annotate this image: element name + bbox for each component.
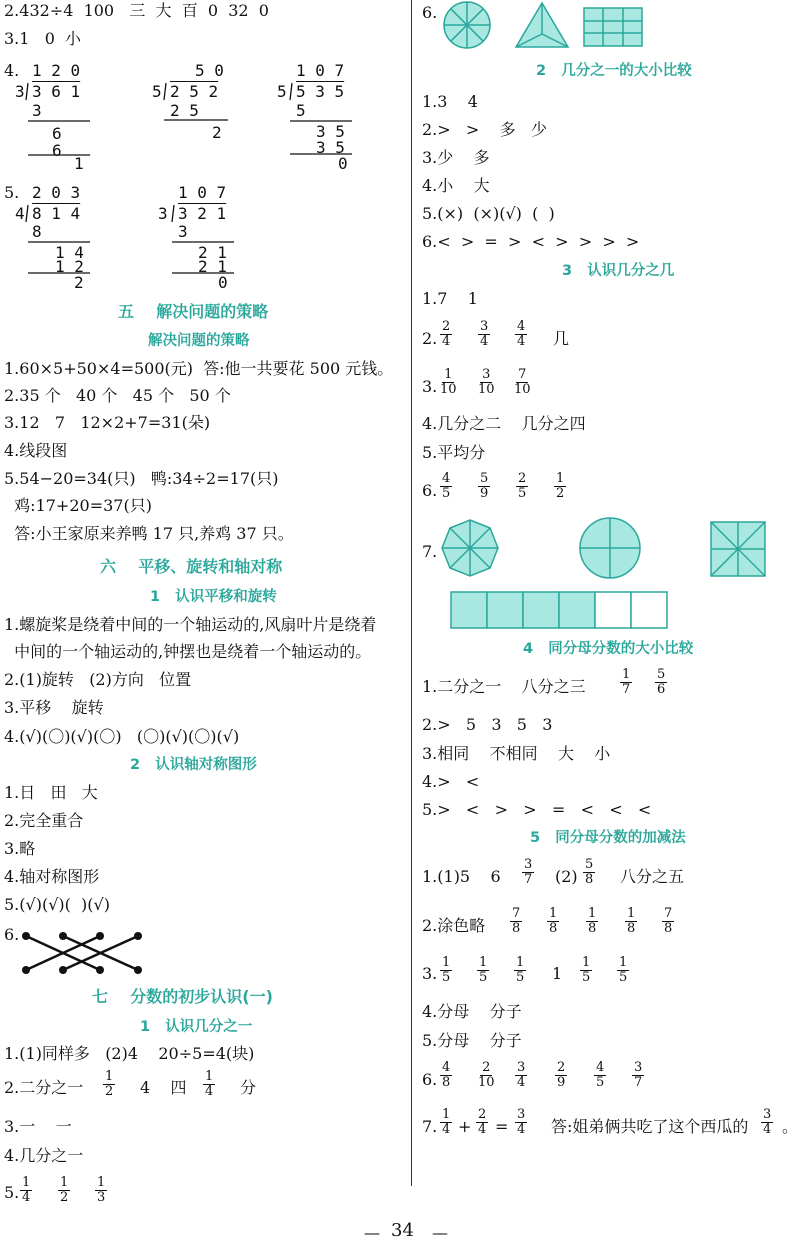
r-s5-answer: 答:姐弟俩共吃了这个西瓜的 [551,1117,749,1136]
u5-line-5: 5.54−20=34(只) 鸭:34÷2=17(只) [4,469,279,488]
r-s5-line-1b: (2) [555,867,578,886]
fraction: 1 5 [582,955,591,985]
u7-line-1: 1.(1)同样多 (2)4 20÷5=4(块) [4,1044,255,1063]
u6a-line-3: 2.(1)旋转 (2)方向 位置 [4,670,192,689]
page-number: 34 [391,1220,414,1241]
u6b-line-5: 5.(√)(√)( )(√) [4,895,110,914]
fraction: 1 5 [516,955,525,985]
fraction: 1 5 [442,955,451,985]
fraction: 1 8 [588,906,597,936]
u6b-line-3: 3.略 [4,839,36,858]
fraction: 7 8 [664,906,673,936]
unit6-sub2: 2 认识轴对称图形 [130,757,257,773]
u6a-line-1: 1.螺旋桨是绕着中间的一个轴运动的,风扇叶片是绕着 [4,615,377,634]
fraction: 3 4 [763,1107,772,1137]
fraction: 2 4 [442,319,451,349]
r-s2-line-1: 1.3 4 [422,92,478,111]
r-s3-line-6: 6. [422,481,438,500]
fraction: 1 4 [442,1107,451,1137]
u6b-line-4: 4.轴对称图形 [4,867,100,886]
u7-line-2c: 分 [240,1078,257,1097]
q4-label: 4. [4,61,20,80]
u5-line-4: 4.线段图 [4,441,68,460]
r-q6-label: 6. [422,3,438,22]
fraction: 1 7 [622,667,631,697]
matching-lines-diagram [18,922,198,982]
u6a-line-2: 中间的一个轴运动的,钟摆也是绕着一个轴运动的。 [4,642,372,661]
r-s4-line-5: 5.> < > > = < < < [422,800,652,819]
r-s4-line-3: 3.相同 不相同 大 小 [422,744,611,763]
q5-label: 5. [4,183,20,202]
u6b-line-6: 6. [4,925,20,944]
r-s3-line-5: 5.平均分 [422,443,486,462]
r-s4-line-4: 4.> < [422,772,480,791]
r-s5-eq: = [495,1117,509,1136]
fraction: 1 2 [556,471,565,501]
u7-line-4: 4.几分之一 [4,1146,84,1165]
fraction: 4 4 [517,319,526,349]
fraction: 7 8 [512,906,521,936]
r-s2-line-3: 3.少 多 [422,148,490,167]
r-s2-line-5: 5.(×) (×)(√) ( ) [422,204,555,223]
fraction: 1 8 [627,906,636,936]
fraction: 4 5 [596,1060,605,1090]
r-s3-line-2t: 几 [553,329,570,348]
r-sec4-title: 4 同分母分数的大小比较 [523,641,694,657]
unit7-title: 七 分数的初步认识(一) [92,987,273,1006]
u5-line-1: 1.60×5+50×4=500(元) 答:他一共要花 500 元钱。 [4,359,394,378]
u7-line-3: 3.一 一 [4,1117,72,1136]
fraction: 3 7 [524,857,533,887]
l-line-1: 2.432÷4 100 三 大 百 0 32 0 [4,1,269,20]
unit5-subtitle: 解决问题的策略 [148,333,250,349]
fraction: 3 7 [634,1060,643,1090]
l-line-2: 3.1 0 小 [4,29,82,48]
u5-line-7: 答:小王家原来养鸭 17 只,养鸡 37 只。 [4,524,294,543]
fraction: 7 10 [514,367,531,397]
u5-line-3: 3.12 7 12×2+7=31(朵) [4,413,211,432]
r-s5-line-5: 5.分母 分子 [422,1031,522,1050]
fraction: 2 5 [518,471,527,501]
fraction: 3 10 [478,367,495,397]
u6a-line-4: 3.平移 旋转 [4,698,104,717]
fraction: 1 2 [105,1069,114,1099]
r-s2-line-6: 6.< > = > < > > > > [422,232,640,251]
r-s5-line-3: 3. [422,964,438,983]
fraction: 4 5 [442,471,451,501]
fraction: 5 6 [657,667,666,697]
r-sec2-title: 2 几分之一的大小比较 [536,63,692,79]
r-s3-line-2: 2. [422,329,438,348]
u5-line-6: 鸡:17+20=37(只) [4,496,152,515]
footer-dash-left: — [364,1223,380,1242]
unit5-title: 五 解决问题的策略 [118,302,269,321]
r-s3-line-1: 1.7 1 [422,289,478,308]
r-s2-line-2: 2.> > 多 少 [422,120,547,139]
r-s4-line-2: 2.> 5 3 5 3 [422,715,553,734]
fraction: 1 4 [205,1069,214,1099]
fraction: 1 2 [60,1175,69,1205]
fraction: 4 8 [442,1060,451,1090]
fraction: 2 9 [557,1060,566,1090]
fraction: 3 4 [480,319,489,349]
unit7-sub1: 1 认识几分之一 [140,1019,253,1035]
unit6-title: 六 平移、旋转和轴对称 [100,557,283,576]
fraction: 1 5 [479,955,488,985]
r-sec3-title: 3 认识几分之几 [562,263,675,279]
r-s5-line-1c: 八分之五 [620,867,685,886]
fraction: 3 4 [517,1060,526,1090]
r-s3-line-7: 7. [422,542,438,561]
fraction: 1 10 [440,367,457,397]
fraction: 1 3 [97,1175,106,1205]
r-s5-line-2: 2.涂色略 [422,916,486,935]
fraction: 2 4 [478,1107,487,1137]
fraction: 5 9 [480,471,489,501]
r-s2-line-4: 4.小 大 [422,176,490,195]
u6a-line-5: 4.(√)(〇)(√)(〇) (〇)(√)(〇)(√) [4,727,240,746]
u7-line-2a: 2.二分之一 [4,1078,84,1097]
u5-line-2: 2.35 个 40 个 45 个 50 个 [4,386,231,405]
u7-line-5: 5. [4,1183,20,1202]
r-s5-line-4: 4.分母 分子 [422,1002,522,1021]
answer-page: 2.432÷4 100 三 大 百 0 32 0 3.1 0 小 4. 1 2 0 3 3 6 1 3 6 6 1 5 0 5 2 5 2 2 5 2 1 0 7 5 5 3 5 5 3 5 3 5 0 5. 2 0 3 4 8 1 4 8 1 4 1 2 2 1 0 7 3 3 2 1 3 2 1 2 1 0 五 解决问题的策略 解决问题的策略 1.60×5+50×4=500(元) 答:他一共要花 500 元钱。 2.35 个 40 个 45 个 50 个 3.12 7 12×2+7=31(朵) 4.线段图 5.54−20=34(只) 鸭:34÷2=17(只) 鸡:17+20=37(只) 答:小王家原来养鸭 17 只,养鸡 37 只。 六 平移、旋转和轴对称 1 认识平移和旋转 1.螺旋桨是绕着中间的一个轴运动的,风扇叶片是绕着 中间的一个轴运动的,钟摆也是绕着一个轴运动的。 2.(1)旋转 (2)方向 位置 3.平移 旋转 4.(√)(〇)(√)(〇) (〇)(√)(〇)(√) 2 认识轴对称图形 1.日 田 大 2.完全重合 3.略 4.轴对称图形 5.(√)(√)( )(√) 6. 七 分数的初步认识(一) 1 认识几分之一 1.(1)同样多 (2)4 20÷5=4(块) 2.二分之一 1 2 4 四 1 4 分 3.一 一 4.几分之一 5. 1 4 1 2 1 3 6. 2 几分之一的大小比较 1.3 4 2.> > 多 少 3.少 多 4.小 大 5.(×) (×)(√) ( ) 6.< > = > < > > > > 3 认识几分之几 1.7 1 2. 2 4 3 4 4 4 几 3. 1 10 3 10 7 10 4.几分之二 几分之四 5.平均分 6. 4 5 5 9 2 5 1 2 7. 4 同分母分数的大小比较 1.二分之一 八分之三 1 7 5 6 2.> 5 3 5 3 3.相同 不相同 大 小 4.> < 5.> < > > = < < < 5 同分母分数的加减法 1.(1)5 6 3 7 (2) 5 8 八分之五 2.涂色略 7 8 1 8 1 8 1 8 7 8 3. 1 5 1 5 1 5 1 1 5 1 5 4.分母 分子 5.分母 分子 6. 4 8 2 10 3 4 2 9 4 5 3 7 7. 1 4 + 2 4 = 3 4 答:姐弟俩共吃了这个西瓜的 3 4 。 — 34 — [0,0,800,1242]
fraction: 1 4 [22,1175,31,1205]
u6b-line-2: 2.完全重合 [4,811,84,830]
q6-shapes [440,0,680,56]
fraction: 5 8 [585,857,594,887]
r-s3-line-4: 4.几分之二 几分之四 [422,414,586,433]
fraction: 3 4 [517,1107,526,1137]
u7-line-2b: 4 四 [140,1078,187,1097]
r-s5-plus: + [458,1117,472,1136]
r-s5-line-3t: 1 [552,964,563,983]
footer-dash-right: — [432,1223,448,1242]
r-s4-line-1: 1.二分之一 八分之三 [422,677,586,696]
r-s3-line-3: 3. [422,377,438,396]
q7-shapes [440,516,800,636]
r-s5-line-1a: 1.(1)5 6 [422,867,501,886]
fraction: 2 10 [478,1060,495,1090]
fraction: 1 8 [549,906,558,936]
r-s5-line-6: 6. [422,1070,438,1089]
r-s5-period: 。 [782,1117,799,1136]
fraction: 1 5 [619,955,628,985]
u6b-line-1: 1.日 田 大 [4,783,98,802]
r-sec5-title: 5 同分母分数的加减法 [530,830,686,846]
unit6-sub1: 1 认识平移和旋转 [150,589,277,605]
r-s5-line-7: 7. [422,1117,438,1136]
